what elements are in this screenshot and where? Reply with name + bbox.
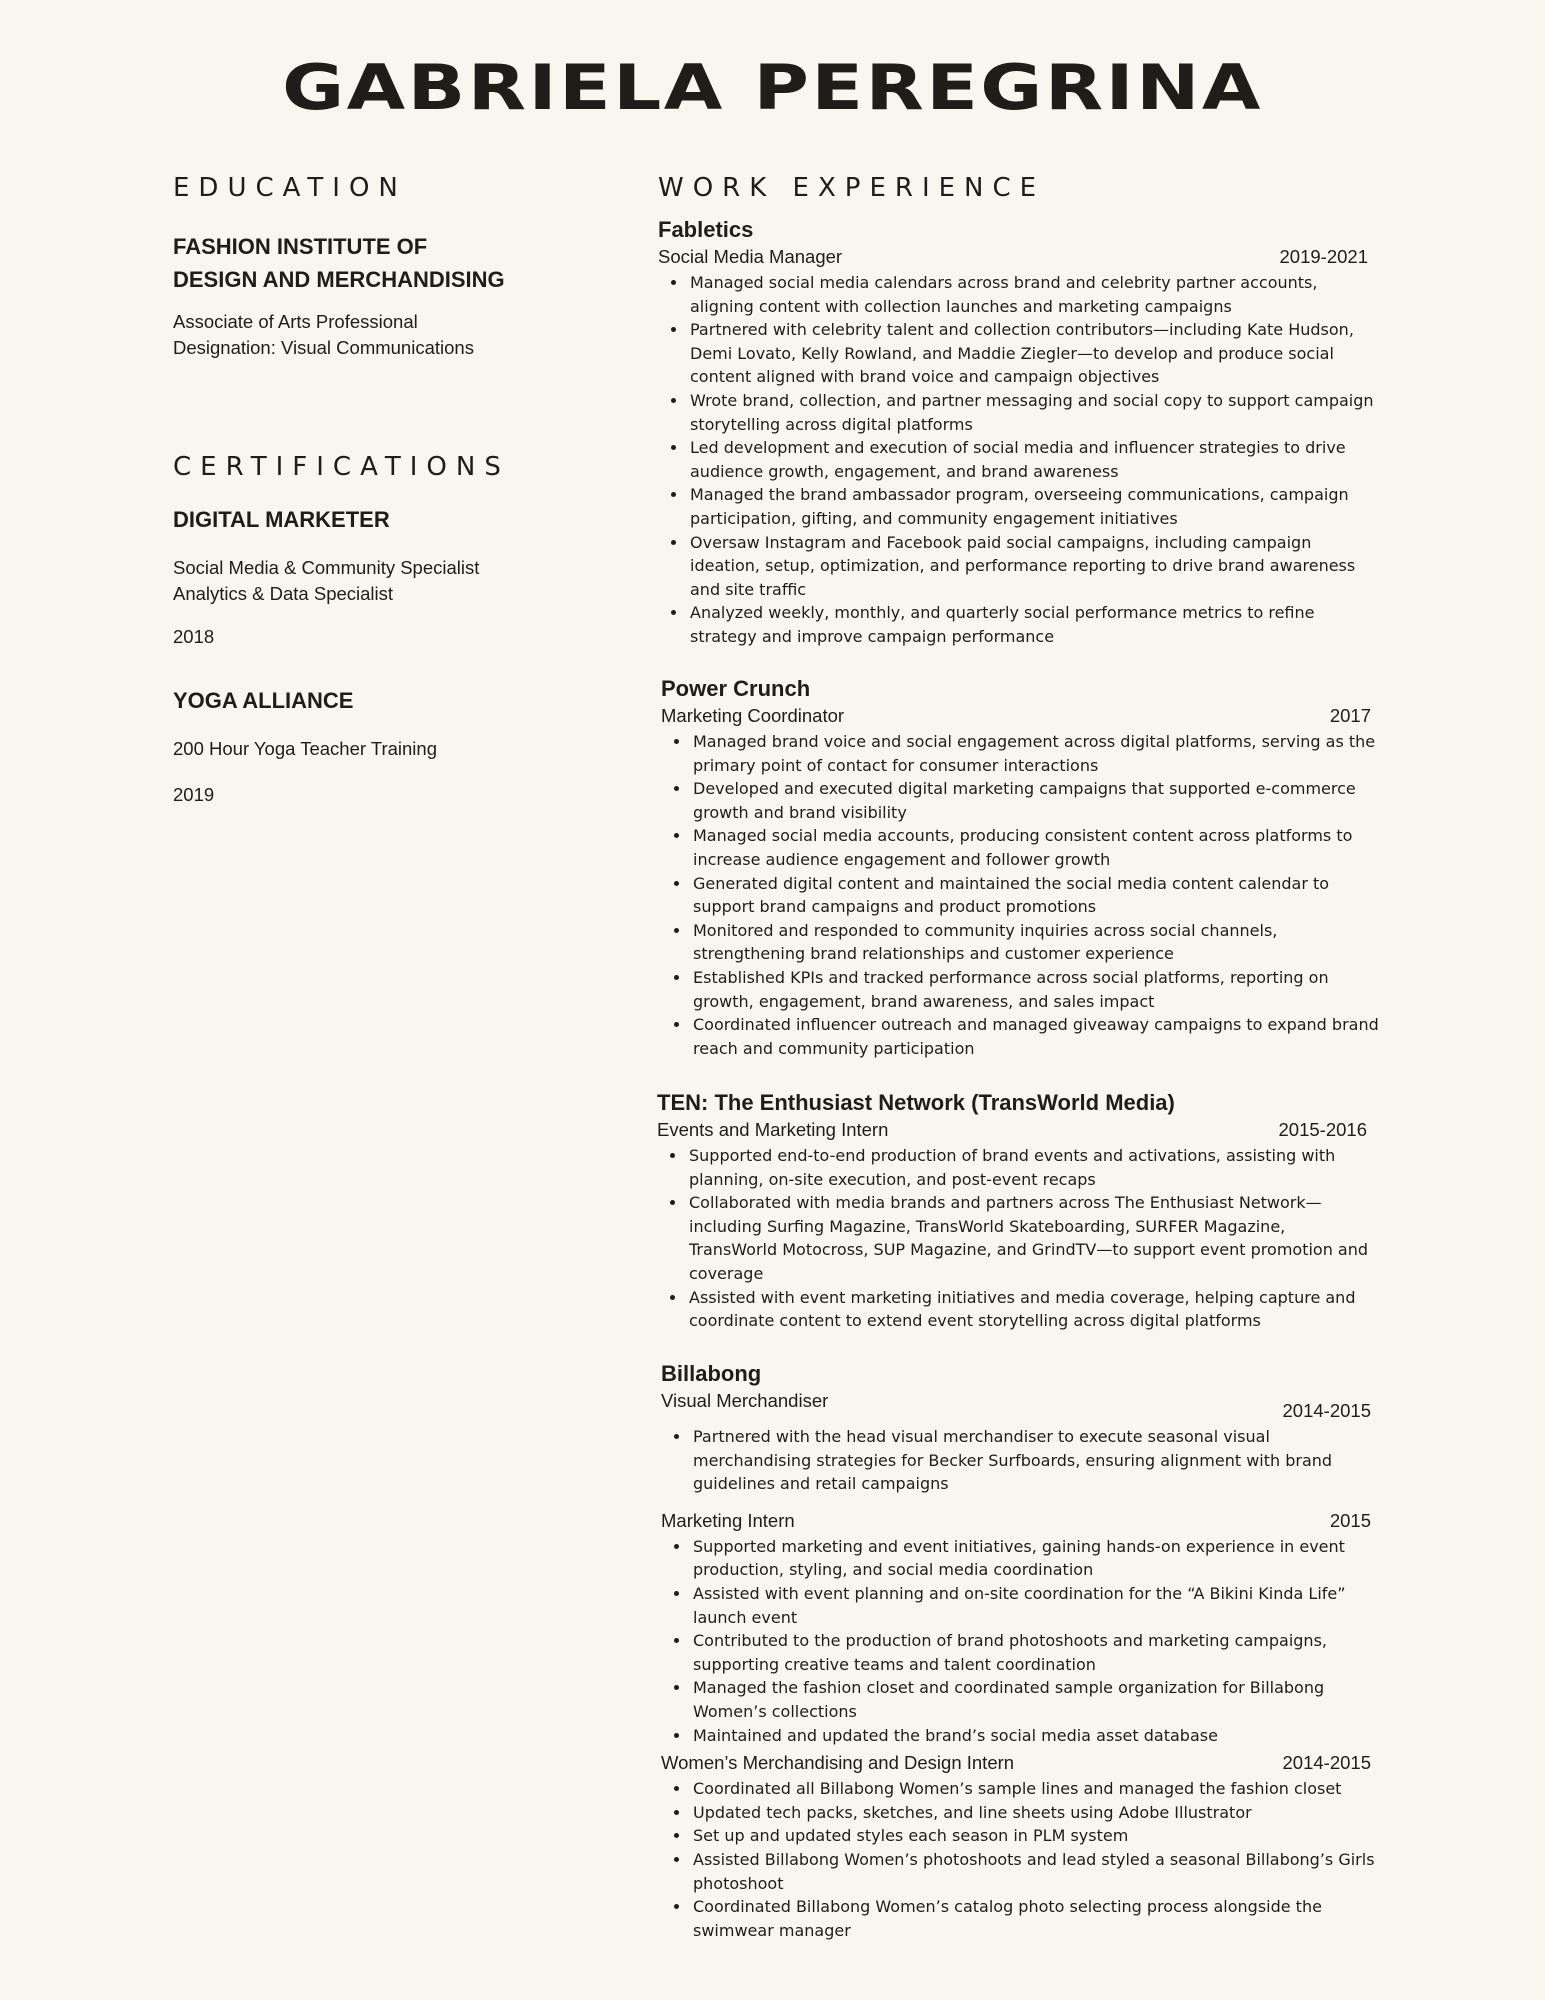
list-item: • Developed and executed digital marketing campaigns that supported e-commerce growth and brand visibility bbox=[691, 777, 1381, 824]
list-item: • Maintained and updated the brand’s social media asset database bbox=[691, 1724, 1381, 1748]
role-title: Marketing Intern bbox=[661, 1509, 795, 1531]
degree-line: Designation: Visual Communications bbox=[173, 337, 474, 358]
list-item: • Managed the fashion closet and coordinated sample organization for Billabong Women’s collections bbox=[691, 1676, 1381, 1723]
company-name: Fabletics bbox=[658, 217, 754, 242]
list-item: • Generated digital content and maintained the social media content calendar to support brand campaigns and product promotions bbox=[691, 872, 1381, 919]
list-item: • Managed social media calendars across brand and celebrity partner accounts, aligning content with collection launches and marketing campaigns bbox=[688, 271, 1378, 318]
certifications-heading: CERTIFICATIONS bbox=[173, 452, 510, 482]
list-item: • Managed brand voice and social engagement across digital platforms, serving as the primary point of contact for consumer interactions bbox=[691, 730, 1381, 777]
role-title: Marketing Coordinator bbox=[661, 705, 845, 726]
list-item: • Partnered with the head visual merchandiser to execute seasonal visual merchandising strategies for Becker Surfboards, ensuring alignment with brand guidelines and retail campaigns bbox=[691, 1425, 1381, 1496]
role-title: Social Media Manager bbox=[658, 246, 843, 267]
list-item: • Supported end-to-end production of brand events and activations, assisting with planning, on-site execution, and post-event recaps bbox=[687, 1144, 1377, 1191]
bullet-list bbox=[661, 1425, 1381, 1496]
job-entry bbox=[658, 216, 1378, 649]
certification-detail: Analytics & Data Specialist bbox=[173, 583, 394, 604]
role-dates: 2014-2015 bbox=[1282, 1752, 1371, 1774]
certification-detail: 200 Hour Yoga Teacher Training bbox=[173, 738, 437, 759]
list-item: • Contributed to the production of brand photoshoots and marketing campaigns, supporting creative teams and talent coordination bbox=[691, 1629, 1381, 1676]
role-dates: 2015-2016 bbox=[1278, 1119, 1367, 1140]
company-name: Power Crunch bbox=[661, 676, 811, 701]
list-item: • Collaborated with media brands and partners across The Enthusiast Network—including Surfing Magazine, TransWorld Skateboarding, SURFER Magazine, TransWorld Motocross, SUP Magazine, and GrindTV—to support event promotion and coverage bbox=[687, 1191, 1377, 1285]
role-row bbox=[661, 1388, 1381, 1421]
school-name: FASHION INSTITUTE OF bbox=[173, 234, 428, 259]
degree-line: Associate of Arts Professional bbox=[173, 311, 418, 332]
list-item: • Monitored and responded to community inquiries across social channels, strengthening brand relationships and customer experience bbox=[691, 919, 1381, 966]
list-item: • Managed the brand ambassador program, overseeing communications, campaign participation, gifting, and community engagement initiatives bbox=[688, 483, 1378, 530]
right-column bbox=[657, 170, 1379, 1940]
role-row bbox=[661, 703, 1381, 728]
job-entry bbox=[661, 675, 1381, 1060]
certification-detail: Social Media & Community Specialist bbox=[173, 557, 480, 578]
role-dates: 2014-2015 bbox=[1282, 1400, 1371, 1421]
list-item: • Partnered with celebrity talent and collection contributors—including Kate Hudson, Demi Lovato, Kelly Rowland, and Maddie Ziegler—to develop and produce social content aligned with brand voice and campaign objectives bbox=[688, 318, 1378, 389]
role-row bbox=[657, 1117, 1377, 1142]
role-dates: 2015 bbox=[1329, 1509, 1371, 1531]
role-row bbox=[658, 244, 1378, 269]
list-item: • Assisted Billabong Women’s photoshoots and lead styled a seasonal Billabong’s Girls photoshoot bbox=[691, 1848, 1381, 1895]
company-name: TEN: The Enthusiast Network (TransWorld Media) bbox=[657, 1090, 1175, 1115]
company-name: Billabong bbox=[661, 1361, 762, 1386]
school-name-line2: DESIGN AND MERCHANDISING bbox=[173, 267, 505, 292]
list-item: • Set up and updated styles each season in PLM system bbox=[691, 1824, 1381, 1848]
list-item: • Coordinated Billabong Women’s catalog photo selecting process alongside the swimwear manager bbox=[691, 1895, 1381, 1942]
list-item: • Led development and execution of social media and influencer strategies to drive audience growth, engagement, and brand awareness bbox=[688, 436, 1378, 483]
bullet-list bbox=[661, 1777, 1381, 1942]
role-title: Events and Marketing Intern bbox=[657, 1119, 889, 1140]
list-item: • Updated tech packs, sketches, and line sheets using Adobe Illustrator bbox=[691, 1801, 1381, 1825]
job-entry bbox=[661, 1360, 1381, 1942]
list-item: • Wrote brand, collection, and partner messaging and social copy to support campaign storytelling across digital platforms bbox=[688, 389, 1378, 436]
bullet-list bbox=[657, 1144, 1377, 1333]
certification-title: YOGA ALLIANCE bbox=[173, 688, 354, 713]
list-item: • Assisted with event planning and on-site coordination for the “A Bikini Kinda Life” launch event bbox=[691, 1582, 1381, 1629]
job-entry bbox=[657, 1089, 1377, 1333]
bullet-list bbox=[661, 730, 1381, 1060]
certification-year: 2018 bbox=[173, 626, 215, 647]
bullet-list bbox=[661, 1535, 1381, 1747]
role-row bbox=[661, 1508, 1381, 1533]
role-dates: 2017 bbox=[1329, 705, 1371, 726]
work-experience-heading: WORK EXPERIENCE bbox=[658, 173, 1046, 203]
role-dates: 2019-2021 bbox=[1279, 246, 1368, 267]
certification-title: DIGITAL MARKETER bbox=[173, 507, 390, 532]
list-item: • Managed social media accounts, producing consistent content across platforms to increase audience engagement and follower growth bbox=[691, 824, 1381, 871]
education-heading: EDUCATION bbox=[173, 173, 407, 203]
role-title: Women’s Merchandising and Design Intern bbox=[661, 1752, 1015, 1774]
certification-year: 2019 bbox=[173, 784, 215, 805]
bullet-list bbox=[658, 271, 1378, 649]
list-item: • Coordinated influencer outreach and managed giveaway campaigns to expand brand reach and community participation bbox=[691, 1013, 1381, 1060]
left-column bbox=[173, 170, 593, 808]
list-item: • Coordinated all Billabong Women’s sample lines and managed the fashion closet bbox=[691, 1777, 1381, 1801]
role-row bbox=[661, 1750, 1381, 1775]
list-item: • Assisted with event marketing initiatives and media coverage, helping capture and coordinate content to extend event storytelling across digital platforms bbox=[687, 1286, 1377, 1333]
resume-name: GABRIELA PEREGRINA bbox=[282, 51, 1263, 124]
list-item: • Analyzed weekly, monthly, and quarterly social performance metrics to refine strategy and improve campaign performance bbox=[688, 601, 1378, 648]
list-item: • Oversaw Instagram and Facebook paid social campaigns, including campaign ideation, setup, optimization, and performance reporting to drive brand awareness and site traffic bbox=[688, 531, 1378, 602]
list-item: • Established KPIs and tracked performance across social platforms, reporting on growth, engagement, brand awareness, and sales impact bbox=[691, 966, 1381, 1013]
list-item: • Supported marketing and event initiatives, gaining hands-on experience in event production, styling, and social media coordination bbox=[691, 1535, 1381, 1582]
role-title: Visual Merchandiser bbox=[661, 1390, 829, 1411]
